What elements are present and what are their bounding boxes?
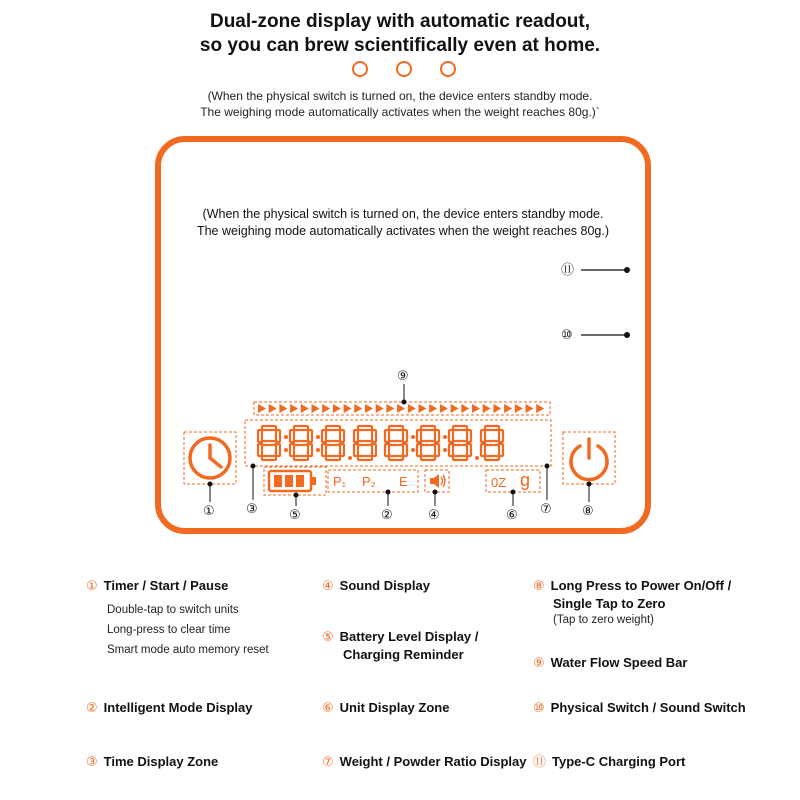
callout-2: ② — [381, 507, 393, 522]
legend-label: Intelligent Mode Display — [103, 700, 253, 715]
flow-arrow — [301, 404, 309, 413]
legend-item-flow — [533, 654, 687, 671]
mode-p2: P₂ — [362, 474, 376, 489]
digit-segment — [354, 426, 376, 460]
timer-note: Long-press to clear time — [107, 624, 231, 636]
digit-segment — [322, 426, 344, 460]
mode-e: E — [399, 474, 408, 489]
page-title-line1: Dual-zone display with automatic readout, — [209, 11, 591, 32]
legend-item-typec — [533, 753, 685, 770]
callout-9: ⑨ — [397, 368, 409, 383]
flow-arrow — [269, 404, 277, 413]
legend-item-weight — [322, 753, 527, 770]
flow-arrow — [376, 404, 384, 413]
digit-colon — [411, 448, 415, 452]
legend-label: Single Tap to Zero — [553, 596, 666, 611]
unit-oz: 0Z — [491, 475, 507, 490]
legend-label: Weight / Powder Ratio Display — [339, 754, 527, 769]
legend-number: ② — [86, 700, 98, 715]
flow-arrow — [483, 404, 491, 413]
legend-item-power — [533, 577, 731, 594]
digit-colon — [443, 435, 447, 439]
legend-number: ① — [86, 578, 98, 593]
digit-point — [348, 456, 352, 460]
header-note-line1: (When the physical switch is turned on, the device enters standby mode. — [207, 89, 593, 103]
legend-label: Timer / Start / Pause — [103, 578, 229, 593]
battery-icon — [269, 471, 316, 491]
callout-5: ⑤ — [289, 507, 301, 522]
digit-segment — [290, 426, 312, 460]
legend-label: Sound Display — [339, 578, 430, 593]
unit-g: g — [520, 470, 531, 490]
flow-arrow — [536, 404, 544, 413]
device-note-line2: The weighing mode automatically activates when the weight reaches 80g.) — [196, 224, 610, 238]
callout-3: ③ — [246, 501, 258, 516]
power-note: (Tap to zero weight) — [553, 614, 654, 626]
digit-segment — [449, 426, 471, 460]
flow-arrow — [312, 404, 320, 413]
flow-arrow — [290, 404, 298, 413]
flow-arrow — [386, 404, 394, 413]
digit-segment — [385, 426, 407, 460]
flow-arrow — [461, 404, 469, 413]
legend-item-sound — [322, 577, 430, 594]
flow-arrow — [333, 404, 341, 413]
legend-label: Charging Reminder — [343, 647, 464, 662]
legend-item-mode — [86, 699, 252, 716]
flow-arrow — [279, 404, 287, 413]
mode-p1: P₁ — [333, 474, 347, 489]
flow-arrow — [397, 404, 405, 413]
flow-arrow — [258, 404, 266, 413]
legend-item-power-line2 — [553, 595, 665, 612]
legend-number: ③ — [86, 754, 98, 769]
callout-8: ⑧ — [582, 503, 594, 518]
flow-arrow — [515, 404, 523, 413]
legend-number: ⑦ — [322, 754, 334, 769]
legend-label: Battery Level Display / — [339, 629, 479, 644]
digit-colon — [411, 435, 415, 439]
flow-arrow — [365, 404, 373, 413]
legend-number: ⑥ — [322, 700, 334, 715]
callout-7: ⑦ — [540, 501, 552, 516]
flow-arrow — [440, 404, 448, 413]
legend-label: Water Flow Speed Bar — [550, 655, 688, 670]
legend-item-battery — [322, 628, 478, 645]
flow-arrow — [419, 404, 427, 413]
digit-point — [475, 456, 479, 460]
legend-number: ⑪ — [533, 754, 547, 769]
legend-label: Time Display Zone — [103, 754, 219, 769]
callout-10: ⑩ — [561, 327, 573, 342]
legend-label: Unit Display Zone — [339, 700, 450, 715]
flow-arrow — [408, 404, 416, 413]
header-note-line2: The weighing mode automatically activates when the weight reaches 80g.)` — [200, 105, 600, 119]
callout-11: ⑪ — [561, 262, 575, 277]
legend-label: Physical Switch / Sound Switch — [550, 700, 746, 715]
flow-arrow — [526, 404, 534, 413]
flow-arrow — [472, 404, 480, 413]
digit-segment — [481, 426, 503, 460]
timer-note: Double-tap to switch units — [107, 604, 239, 616]
power-icon[interactable] — [571, 439, 607, 480]
legend-number: ⑩ — [533, 700, 545, 715]
clock-icon[interactable] — [190, 438, 230, 478]
device-note-line1: (When the physical switch is turned on, the device enters standby mode. — [202, 207, 604, 221]
callout-4: ④ — [428, 507, 440, 522]
digit-colon — [284, 448, 288, 452]
digit-colon — [284, 435, 288, 439]
legend-label: Long Press to Power On/Off / — [550, 578, 732, 593]
digit-colon — [316, 435, 320, 439]
callout-1: ① — [203, 503, 215, 518]
legend-item-time-zone — [86, 753, 218, 770]
flow-arrow — [322, 404, 330, 413]
flow-arrow — [451, 404, 459, 413]
callout-6: ⑥ — [506, 507, 518, 522]
legend-item-switch — [533, 699, 746, 716]
digit-colon — [316, 448, 320, 452]
legend-item-timer — [86, 577, 228, 594]
digit-display — [258, 426, 503, 460]
digit-segment — [417, 426, 439, 460]
legend-number: ⑤ — [322, 629, 334, 644]
legend-label: Type-C Charging Port — [552, 754, 686, 769]
timer-note: Smart mode auto memory reset — [107, 644, 269, 656]
flow-arrow — [344, 404, 352, 413]
legend-number: ⑨ — [533, 655, 545, 670]
flow-arrow — [493, 404, 501, 413]
flow-arrow-icon — [258, 404, 544, 413]
legend-item-battery-line2 — [343, 646, 464, 663]
digit-segment — [258, 426, 280, 460]
legend-item-unit-zone — [322, 699, 449, 716]
flow-arrow — [354, 404, 362, 413]
speaker-icon — [430, 474, 445, 488]
digit-colon — [443, 448, 447, 452]
legend-number: ⑧ — [533, 578, 545, 593]
flow-arrow — [429, 404, 437, 413]
page-title-line2: so you can brew scientifically even at home. — [199, 35, 601, 56]
legend-number: ④ — [322, 578, 334, 593]
flow-arrow — [504, 404, 512, 413]
